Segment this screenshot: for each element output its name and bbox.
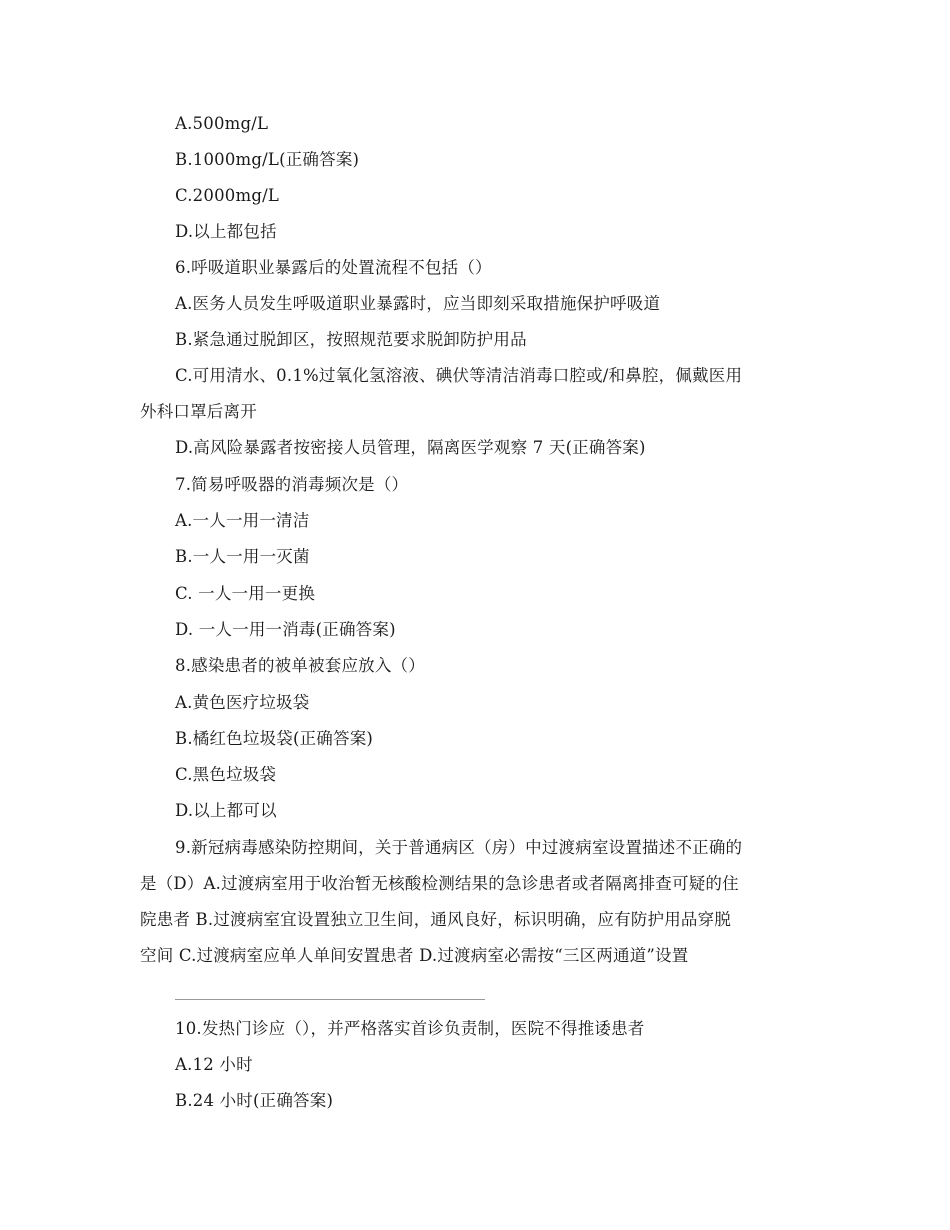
option-7a: A.一人一用一清洁 (175, 511, 310, 530)
question-9-line-3: 院患者 B.过渡病室宜设置独立卫生间，通风良好，标识明确，应有防护用品穿脱 (140, 910, 732, 929)
option-10b: B.24 小时(正确答案) (175, 1091, 334, 1110)
question-6: 6.呼吸道职业暴露后的处置流程不包括（） (175, 258, 492, 277)
question-9-line-2: 是（D）A.过渡病室用于收治暂无核酸检测结果的急诊患者或者隔离排查可疑的住 (140, 874, 739, 893)
option-6c: C.可用清水、0.1%过氧化氢溶液、碘伏等清洁消毒口腔或/和鼻腔，佩戴医用 (175, 366, 743, 385)
option-7d: D. 一人一用一消毒(正确答案) (175, 620, 396, 639)
option-7b: B.一人一用一灭菌 (175, 547, 310, 566)
option-5c: C.2000mg/L (175, 186, 279, 205)
option-8a: A.黄色医疗垃圾袋 (175, 693, 310, 712)
option-8c: C.黑色垃圾袋 (175, 765, 277, 784)
option-8d: D.以上都可以 (175, 801, 277, 820)
question-10: 10.发热门诊应（），并严格落实首诊负责制，医院不得推诿患者 (175, 1019, 645, 1038)
question-9: 9.新冠病毒感染防控期间，关于普通病区（房）中过渡病室设置描述不正确的 (175, 838, 743, 857)
option-5a: A.500mg/L (175, 114, 269, 133)
option-6b: B.紧急通过脱卸区，按照规范要求脱卸防护用品 (175, 330, 527, 349)
question-7: 7.简易呼吸器的消毒频次是（） (175, 475, 409, 494)
question-9-line-4: 空间 C.过渡病室应单人单间安置患者 D.过渡病室必需按“三区两通道”设置 (140, 946, 689, 965)
option-6d: D.高风险暴露者按密接人员管理，隔离医学观察 7 天(正确答案) (175, 438, 646, 457)
option-7c: C. 一人一用一更换 (175, 584, 316, 603)
question-8: 8.感染患者的被单被套应放入（） (175, 656, 425, 675)
option-8b: B.橘红色垃圾袋(正确答案) (175, 729, 374, 748)
option-5b: B.1000mg/L(正确答案) (175, 150, 360, 169)
separator-line (175, 999, 485, 1000)
option-10a: A.12 小时 (175, 1055, 253, 1074)
option-6c-continued: 外科口罩后离开 (140, 402, 257, 421)
option-5d: D.以上都包括 (175, 222, 277, 241)
option-6a: A.医务人员发生呼吸道职业暴露时，应当即刻采取措施保护呼吸道 (175, 294, 661, 313)
